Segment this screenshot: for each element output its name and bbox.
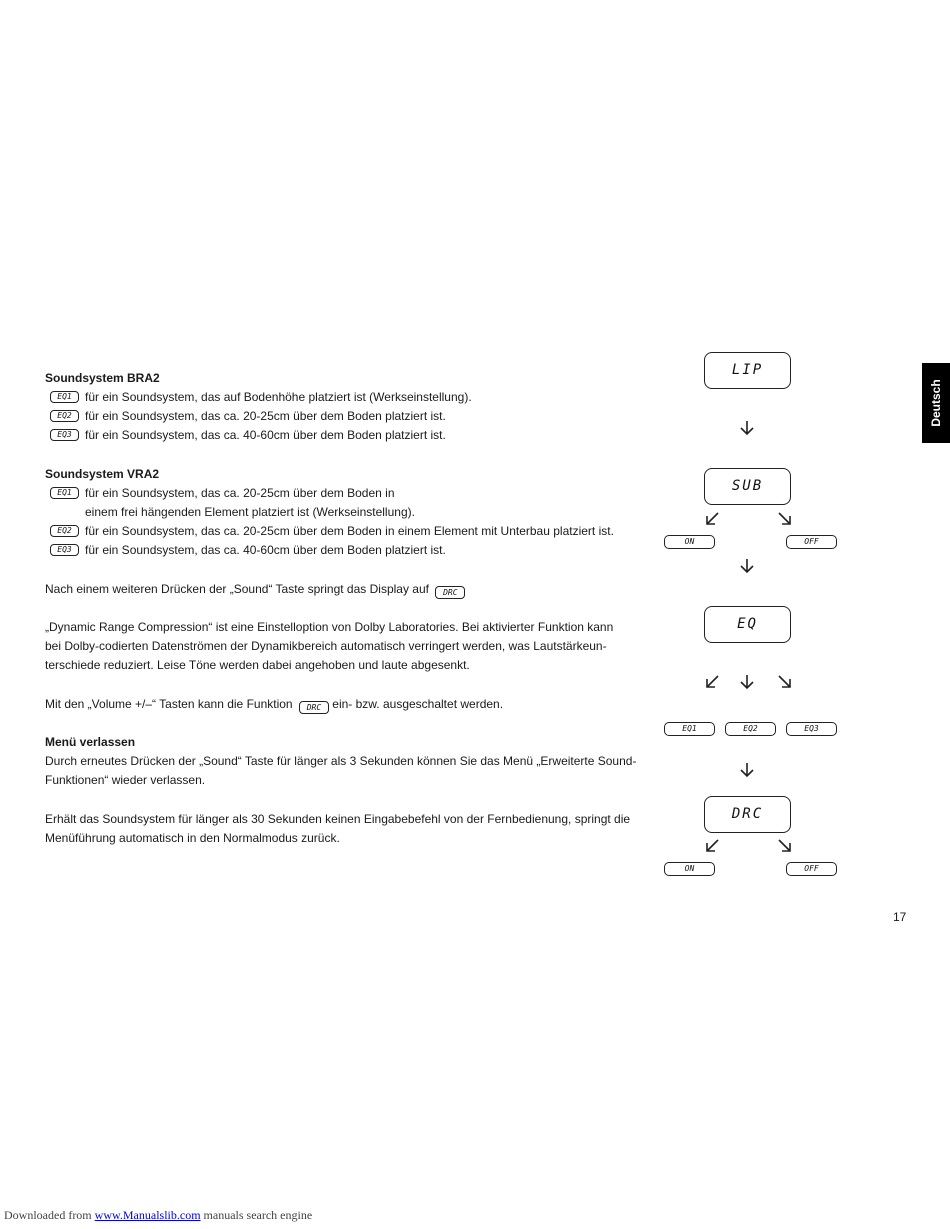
arrow-down-icon bbox=[738, 557, 756, 575]
heading-bra2: Soundsystem BRA2 bbox=[45, 371, 160, 385]
display-drc: DRC bbox=[704, 796, 791, 833]
vra2-item-1: für ein Soundsystem, das ca. 20-25cm über dem Boden in bbox=[85, 486, 395, 500]
footer-link[interactable]: www.Manualslib.com bbox=[94, 1208, 201, 1222]
vra2-item-2: für ein Soundsystem, das ca. 20-25cm über dem Boden in einem Element mit Unterbau platziert ist. bbox=[85, 524, 614, 538]
arrow-down-icon bbox=[738, 761, 756, 779]
bra2-item-2: für ein Soundsystem, das ca. 20-25cm über dem Boden platziert ist. bbox=[85, 409, 446, 423]
para-volume bbox=[45, 695, 503, 714]
display-sub: SUB bbox=[704, 468, 791, 505]
eq3-chip: EQ3 bbox=[50, 429, 79, 441]
sub-off-option: OFF bbox=[786, 535, 837, 549]
arrow-down-left-icon bbox=[703, 510, 721, 528]
arrow-down-left-icon bbox=[703, 673, 721, 691]
page-number: 17 bbox=[893, 910, 907, 924]
para-sound-text: Nach einem weiteren Drücken der „Sound“ Taste springt das Display auf bbox=[45, 582, 429, 596]
vra2-item-3: für ein Soundsystem, das ca. 40-60cm über dem Boden platziert ist. bbox=[85, 543, 446, 557]
heading-menu-exit: Menü verlassen bbox=[45, 735, 136, 749]
para-volume-before: Mit den „Volume +/–“ Tasten kann die Funktion bbox=[45, 697, 293, 711]
vra2-item-1-cont: einem frei hängenden Element platziert ist (Werkseinstellung). bbox=[85, 505, 415, 519]
eq2-chip: EQ2 bbox=[50, 410, 79, 422]
footer bbox=[4, 1208, 312, 1223]
language-tab bbox=[922, 363, 950, 443]
drc-on-option: ON bbox=[664, 862, 715, 876]
language-tab-label: Deutsch bbox=[929, 379, 943, 427]
arrow-down-icon bbox=[738, 419, 756, 437]
footer-suffix: manuals search engine bbox=[200, 1208, 313, 1222]
display-eq: EQ bbox=[704, 606, 791, 643]
bra2-item-1: für ein Soundsystem, das auf Bodenhöhe platziert ist (Werkseinstellung). bbox=[85, 390, 472, 404]
eq1-chip: EQ1 bbox=[50, 391, 79, 403]
eq2-chip: EQ2 bbox=[50, 525, 79, 537]
heading-vra2: Soundsystem VRA2 bbox=[45, 467, 160, 481]
eq2-option: EQ2 bbox=[725, 722, 776, 736]
drc-off-option: OFF bbox=[786, 862, 837, 876]
bra2-item-3: für ein Soundsystem, das ca. 40-60cm über dem Boden platziert ist. bbox=[85, 428, 446, 442]
para-volume-after: ein- bzw. ausgeschaltet werden. bbox=[332, 697, 504, 711]
menu-exit-line-1: Durch erneutes Drücken der „Sound“ Taste für länger als 3 Sekunden können Sie das Menü „Erweiterte Sound- bbox=[45, 754, 637, 768]
arrow-down-icon bbox=[738, 673, 756, 691]
eq3-option: EQ3 bbox=[786, 722, 837, 736]
para-drc-line-3: terschiede reduziert. Leise Töne werden dabei angehoben und laute abgesenkt. bbox=[45, 658, 470, 672]
display-lip: LIP bbox=[704, 352, 791, 389]
para-timeout-line-1: Erhält das Soundsystem für länger als 30 Sekunden keinen Eingabebefehl von der Fernbedienung, springt die bbox=[45, 812, 631, 826]
arrow-down-left-icon bbox=[703, 837, 721, 855]
arrow-down-right-icon bbox=[776, 837, 794, 855]
para-drc-line-2: bei Dolby-codierten Datenströmen der Dynamikbereich automatisch verringert werden, was Lautstärkeun- bbox=[45, 639, 607, 653]
eq1-option: EQ1 bbox=[664, 722, 715, 736]
arrow-down-right-icon bbox=[776, 510, 794, 528]
eq3-chip: EQ3 bbox=[50, 544, 79, 556]
footer-prefix: Downloaded from bbox=[4, 1208, 95, 1222]
eq1-chip: EQ1 bbox=[50, 487, 79, 499]
drc-chip: DRC bbox=[435, 586, 465, 599]
para-drc-line-1: „Dynamic Range Compression“ ist eine Einstelloption von Dolby Laboratories. Bei aktivierter Funktion kann bbox=[45, 620, 614, 634]
sub-on-option: ON bbox=[664, 535, 715, 549]
drc-chip: DRC bbox=[299, 701, 329, 714]
menu-exit-line-2: Funktionen“ wieder verlassen. bbox=[45, 773, 206, 787]
para-timeout-line-2: Menüführung automatisch in den Normalmodus zurück. bbox=[45, 831, 340, 845]
arrow-down-right-icon bbox=[776, 673, 794, 691]
para-sound bbox=[45, 580, 465, 599]
